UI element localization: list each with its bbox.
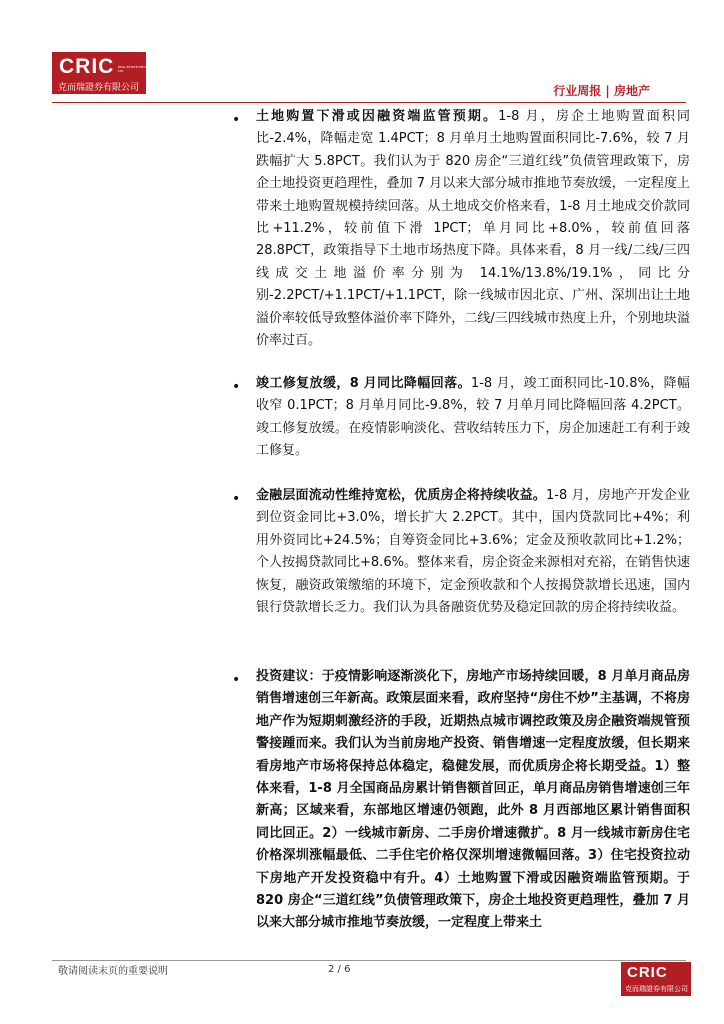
footer-disclaimer: 敬请阅读末页的重要说明	[58, 966, 168, 977]
logo-company-name: 克而瑞證券有限公司	[58, 83, 140, 93]
paragraph-completion	[256, 373, 690, 463]
paragraph-lead: 金融层面流动性维持宽松，优质房企将持续收益。	[256, 488, 546, 503]
footer-logo	[621, 962, 691, 996]
logo-subtext: REAL ESTATE INFO LTD	[118, 65, 146, 73]
logo-text: CRIC	[59, 55, 115, 78]
paragraph-lead: 投资建议：于疫情影响逐渐淡化下，房地产市场持续回暖，8 月单月商品房销售增速创三年新高。政策层面来看，政府坚持“房住不炒”主基调，不将房地产作为短期刺激经济的手段，近期热点城市调控政策及房企融资端规管预警接踵而来。我们认为当前房地产投资、销售增速一定程度放缓，但长期来看房地产市场将保持总体稳定，稳健发展，而优质房企将长期受益。1）整体来看，1-8 月全国商品房累计销售额首回正，单月商品房销售增速创三年新高；区域来看，东部地区增速仍领跑，此外 8 月西部地区累计销售面积同比回正。2）一线城市新房、二手房价增速微扩。8 月一线城市新房住宅价格深圳涨幅最低、二手住宅价格仅深圳增速微幅回落。3）住宅投资拉动下房地产开发投资稳中有升。4）土地购置下滑或因融资端监管预期。于 820 房企“三道红线”负债管理政策下，房企土地投资更趋理性，叠加 7 月以来大部分城市推地节奏放缓，一定程度上带来土	[256, 669, 690, 931]
paragraph-body: 1-8 月，房地产开发企业到位资金同比+3.0%，增长扩大 2.2PCT。其中，国内贷款同比+4%；利用外资同比+24.5%；自筹资金同比+3.6%；定金及预收款同比+1.2%；个人按揭贷款同比+8.6%。整体来看，房企资金来源相对充裕，在销售快速恢复，融资政策缴缩的环境下，定金预收款和个人按揭贷款增长迅速，国内银行贷款增长乏力。我们认为具备融资优势及稳定回款的房企将持续收益。	[256, 488, 690, 616]
paragraph-land-purchase	[256, 106, 690, 352]
footer-logo-company-name: 克而瑞證券有限公司	[625, 985, 688, 993]
footer-logo-text: CRIC	[627, 964, 668, 981]
paragraph-body: 1-8 月，房企土地购置面积同比-2.4%，降幅走宽 1.4PCT；8 月单月土地购置面积同比-7.6%，较 7 月跌幅扩大 5.8PCT。我们认为于 820 房企“三道红线”负债管理政策下，房企土地投资更趋理性，叠加 7 月以来大部分城市推地节奏放缓，一定程度上带来土地购置规模持续回落。从土地成交价格来看，1-8 月土地成交价款同比+11.2%，较前值下滑 1PCT；单月同比+8.0%，较前值回落 28.8PCT，政策指导下土地市场热度下降。具体来看，8 月一线/二线/三四线成交土地溢价率分别为 14.1%/13.8%/19.1%，同比分别-2.2PCT/+1.1PCT/+1.1PCT，除一线城市因北京、广州、深圳出让土地溢价率较低导致整体溢价率下降外，二线/三四线城市热度上升，个别地块溢价率过百。	[256, 109, 690, 349]
paragraph-investment-advice	[256, 666, 690, 935]
bullet-icon: •	[232, 491, 241, 507]
bullet-icon: •	[232, 112, 241, 128]
paragraph-financing	[256, 485, 690, 619]
page-number: 2 / 6	[328, 964, 351, 975]
header-divider	[52, 102, 686, 103]
footer-divider	[52, 960, 686, 961]
company-logo	[52, 52, 146, 94]
section-title: 行业周报 | 房地产	[553, 84, 650, 98]
paragraph-body: 1-8 月，竣工面积同比-10.8%，降幅收窄 0.1PCT；8 月单月同比-9.8%，较 7 月单月同比降幅回落 4.2PCT。竣工修复放缓。在疫情影响淡化、营收结转压力下，房企加速赶工有利于竣工修复。	[256, 376, 691, 459]
bullet-icon: •	[232, 672, 241, 688]
paragraph-lead: 土地购置下滑或因融资端监管预期。	[256, 109, 499, 124]
paragraph-lead: 竣工修复放缓，8 月同比降幅回落。	[256, 376, 471, 391]
bullet-icon: •	[232, 379, 241, 395]
